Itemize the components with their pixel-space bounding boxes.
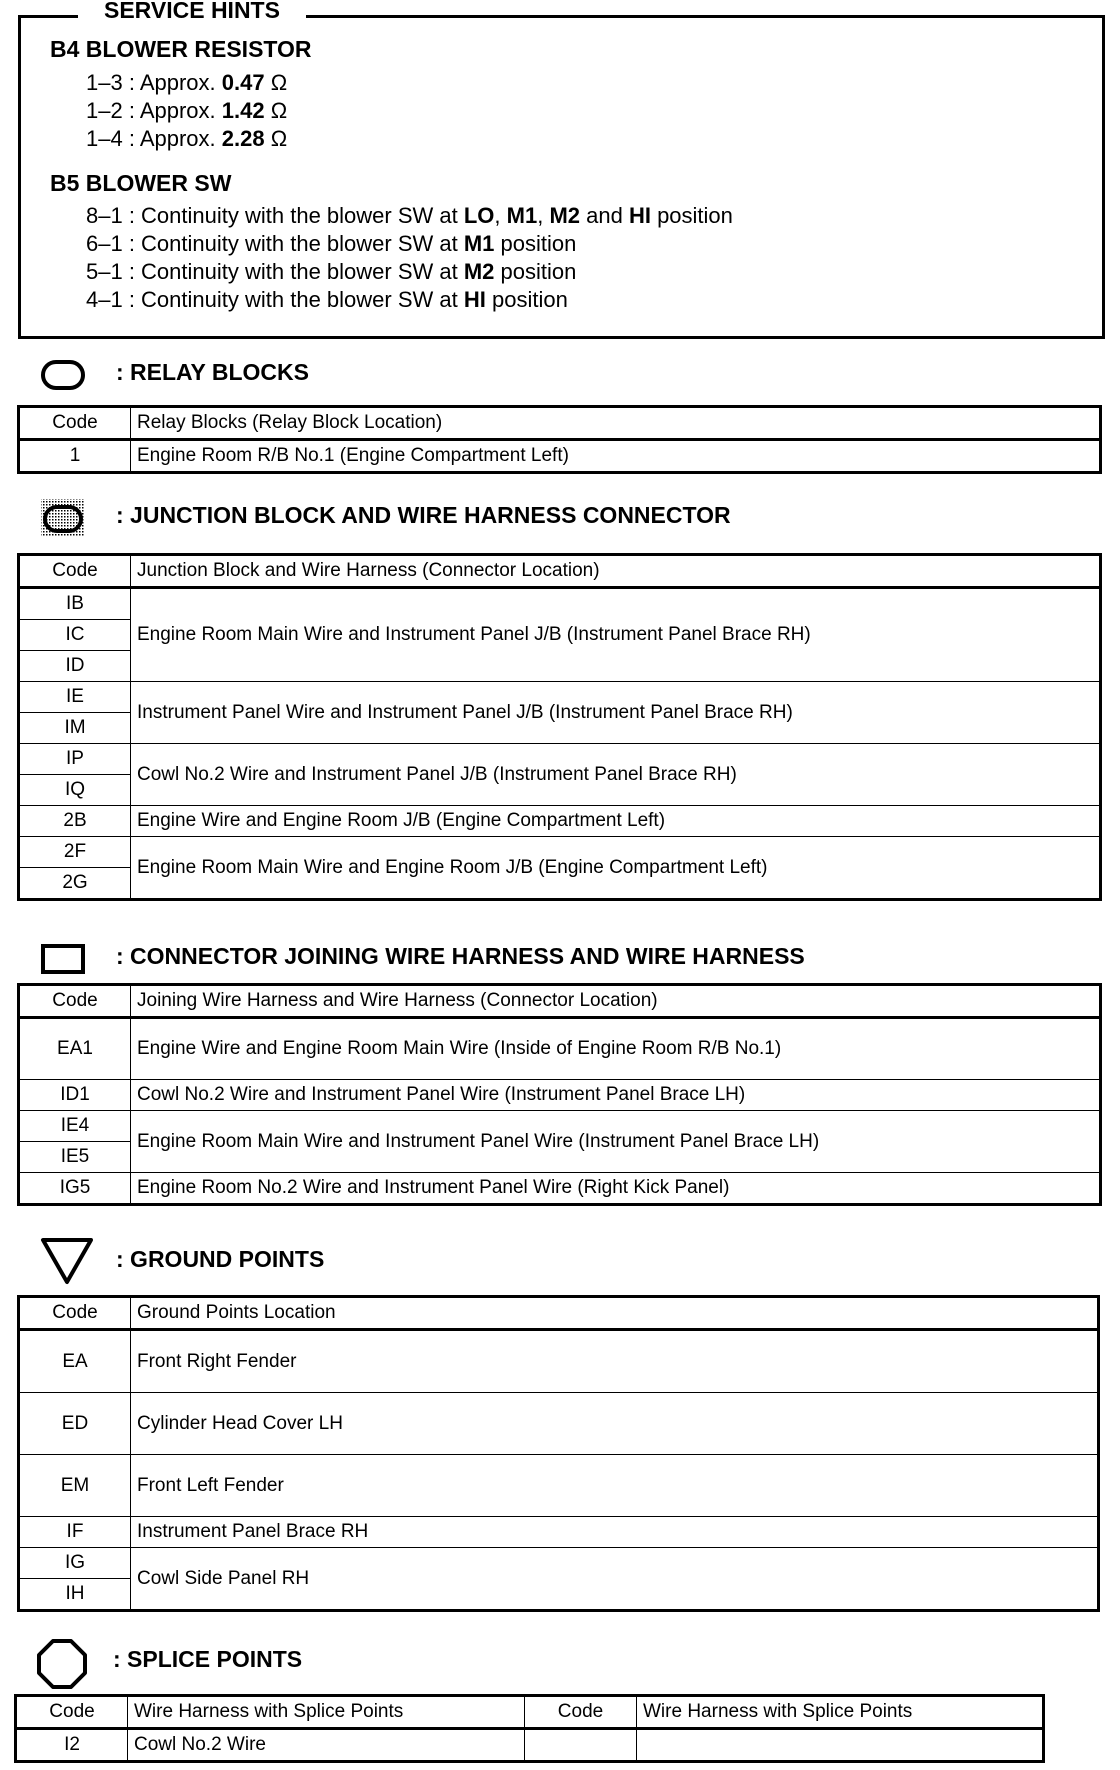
- b4-line-1: 1–3 : Approx. 0.47 Ω: [86, 70, 288, 95]
- location-cell: Cowl No.2 Wire and Instrument Panel Wire (Instrument Panel Brace LH): [131, 1080, 1101, 1111]
- code-cell: IP: [19, 744, 131, 775]
- table-header-row: [16, 1696, 1044, 1729]
- location-cell: Engine Wire and Engine Room Main Wire (Inside of Engine Room R/B No.1): [131, 1018, 1101, 1080]
- table-row: [19, 588, 1101, 620]
- header-location: Joining Wire Harness and Wire Harness (Connector Location): [131, 985, 1101, 1018]
- b5-line-2: 6–1 : Continuity with the blower SW at M1 position: [86, 231, 577, 256]
- header-code-2: Code: [525, 1696, 637, 1729]
- relay-blocks-title: : RELAY BLOCKS: [116, 359, 309, 385]
- code-cell: EA1: [19, 1018, 131, 1080]
- code-cell: IB: [19, 588, 131, 620]
- location-cell: Cylinder Head Cover LH: [131, 1393, 1099, 1455]
- code-cell: ID1: [19, 1080, 131, 1111]
- junction-title: : JUNCTION BLOCK AND WIRE HARNESS CONNECTOR: [116, 502, 731, 528]
- header-code: Code: [19, 985, 131, 1018]
- header-code: Code: [19, 1297, 131, 1330]
- code-cell: IH: [19, 1579, 131, 1611]
- header-location: Relay Blocks (Relay Block Location): [131, 407, 1101, 440]
- table-row: [19, 1080, 1101, 1111]
- b5-line-4: 4–1 : Continuity with the blower SW at HI position: [86, 287, 568, 312]
- location-cell: Cowl No.2 Wire and Instrument Panel J/B (Instrument Panel Brace RH): [131, 744, 1101, 806]
- junction-table: [17, 553, 1102, 901]
- code-cell: I2: [16, 1729, 128, 1762]
- header-location: Ground Points Location: [131, 1297, 1099, 1330]
- ground-title: : GROUND POINTS: [116, 1246, 325, 1272]
- table-row: [19, 744, 1101, 775]
- table-row: [19, 682, 1101, 713]
- code-cell-2: [525, 1729, 637, 1762]
- splice-table: [14, 1694, 1045, 1763]
- location-cell: Engine Room Main Wire and Engine Room J/B (Engine Compartment Left): [131, 837, 1101, 900]
- code-cell: ID: [19, 651, 131, 682]
- code-cell: IQ: [19, 775, 131, 806]
- b5-heading: B5 BLOWER SW: [50, 170, 232, 196]
- code-cell: IF: [19, 1517, 131, 1548]
- b4-line-2: 1–2 : Approx. 1.42 Ω: [86, 98, 288, 123]
- b5-line-1: 8–1 : Continuity with the blower SW at LO, M1, M2 and HI position: [86, 203, 733, 228]
- splice-octagon-icon: [36, 1638, 88, 1690]
- code-cell: IG5: [19, 1173, 131, 1205]
- location-cell: Instrument Panel Wire and Instrument Panel J/B (Instrument Panel Brace RH): [131, 682, 1101, 744]
- wire-cell-2: [637, 1729, 1044, 1762]
- header-wire-harness: Wire Harness with Splice Points: [128, 1696, 525, 1729]
- location-cell: Cowl Side Panel RH: [131, 1548, 1099, 1611]
- table-row: [19, 1393, 1099, 1455]
- junction-block-icon: [40, 498, 86, 538]
- table-header-row: [19, 985, 1101, 1018]
- table-row: [19, 440, 1101, 473]
- location-cell: Instrument Panel Brace RH: [131, 1517, 1099, 1548]
- table-row: [19, 806, 1101, 837]
- code-cell: 1: [19, 440, 131, 473]
- code-cell: IE4: [19, 1111, 131, 1142]
- b4-heading: B4 BLOWER RESISTOR: [50, 36, 312, 62]
- code-cell: EA: [19, 1330, 131, 1393]
- header-code: Code: [16, 1696, 128, 1729]
- table-header-row: [19, 407, 1101, 440]
- table-row: [19, 1330, 1099, 1393]
- table-row: [19, 1455, 1099, 1517]
- code-cell: EM: [19, 1455, 131, 1517]
- b4-line-3: 1–4 : Approx. 2.28 Ω: [86, 126, 288, 151]
- code-cell: IM: [19, 713, 131, 744]
- joining-title: : CONNECTOR JOINING WIRE HARNESS AND WIRE HARNESS: [116, 943, 805, 969]
- ground-table: [17, 1295, 1100, 1612]
- header-code: Code: [19, 407, 131, 440]
- splice-title: : SPLICE POINTS: [113, 1646, 303, 1672]
- code-cell: ED: [19, 1393, 131, 1455]
- table-row: [19, 1548, 1099, 1579]
- code-cell: 2B: [19, 806, 131, 837]
- table-row: [19, 1111, 1101, 1142]
- table-row: [19, 1517, 1099, 1548]
- connector-icon: [40, 942, 86, 976]
- relay-block-icon: [40, 358, 86, 392]
- location-cell: Engine Room No.2 Wire and Instrument Panel Wire (Right Kick Panel): [131, 1173, 1101, 1205]
- location-cell: Front Left Fender: [131, 1455, 1099, 1517]
- code-cell: 2G: [19, 868, 131, 900]
- table-header-row: [19, 1297, 1099, 1330]
- table-header-row: [19, 555, 1101, 588]
- b5-line-3: 5–1 : Continuity with the blower SW at M2 position: [86, 259, 577, 284]
- table-row: [19, 837, 1101, 868]
- wire-cell: Cowl No.2 Wire: [128, 1729, 525, 1762]
- table-row: [19, 1018, 1101, 1080]
- location-cell: Engine Room R/B No.1 (Engine Compartment Left): [131, 440, 1101, 473]
- code-cell: IE: [19, 682, 131, 713]
- location-cell: Engine Room Main Wire and Instrument Panel J/B (Instrument Panel Brace RH): [131, 588, 1101, 682]
- joining-table: [17, 983, 1102, 1206]
- table-row: [16, 1729, 1044, 1762]
- code-cell: IC: [19, 620, 131, 651]
- location-cell: Front Right Fender: [131, 1330, 1099, 1393]
- location-cell: Engine Room Main Wire and Instrument Panel Wire (Instrument Panel Brace LH): [131, 1111, 1101, 1173]
- location-cell: Engine Wire and Engine Room J/B (Engine Compartment Left): [131, 806, 1101, 837]
- service-hints-title: SERVICE HINTS: [78, 0, 306, 24]
- ground-triangle-icon: [40, 1236, 94, 1286]
- code-cell: 2F: [19, 837, 131, 868]
- header-location: Junction Block and Wire Harness (Connector Location): [131, 555, 1101, 588]
- table-row: [19, 1173, 1101, 1205]
- relay-blocks-table: [17, 405, 1102, 474]
- code-cell: IG: [19, 1548, 131, 1579]
- header-code: Code: [19, 555, 131, 588]
- header-wire-harness-2: Wire Harness with Splice Points: [637, 1696, 1044, 1729]
- code-cell: IE5: [19, 1142, 131, 1173]
